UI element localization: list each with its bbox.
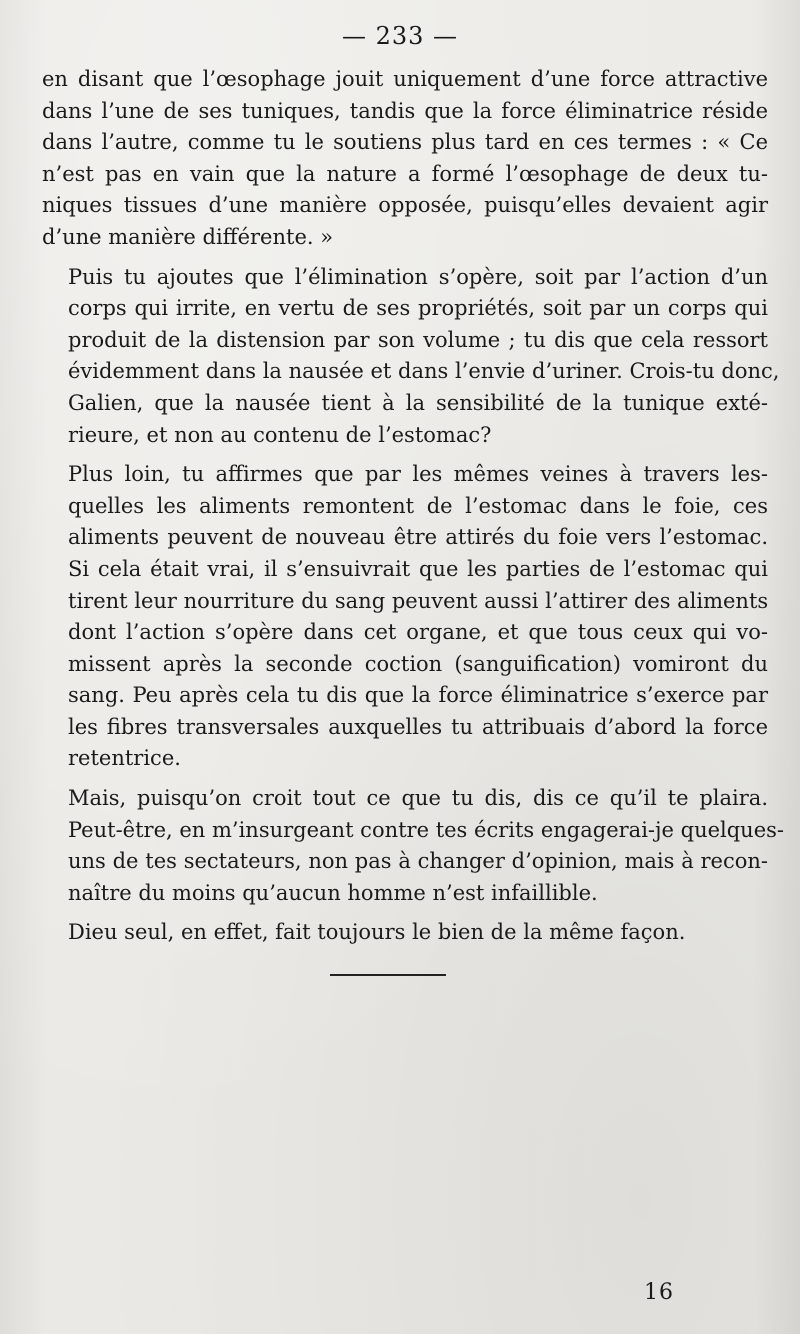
text-line: dans l’une de ses tuniques, tandis que la force éliminatrice réside [42,98,768,123]
paragraph [42,917,768,949]
page-number: — 233 — [341,22,459,50]
text-line: Si cela était vrai, il s’ensuivrait que les parties de l’estomac qui [68,556,768,581]
text-line: quelles les aliments remontent de l’estomac dans le foie, ces [68,493,768,518]
text-line: retentrice. [68,746,181,771]
text-line: Peut-être, en m’insurgeant contre tes écrits engagerai-je quelques- [68,817,784,842]
text-line: corps qui irrite, en vertu de ses propriétés, soit par un corps qui [68,296,768,321]
paragraph [42,64,768,254]
text-line: Puis tu ajoutes que l’élimination s’opère, soit par l’action d’un [68,264,768,289]
text-line: Dieu seul, en effet, fait toujours le bien de la même façon. [68,920,686,945]
text-line: Galien, que la nausée tient à la sensibilité de la tunique exté- [68,390,768,415]
text-line: missent après la seconde coction (sanguification) vomiront du [68,651,768,676]
text-line: sang. Peu après cela tu dis que la force éliminatrice s’exerce par [68,683,768,708]
text-line: uns de tes sectateurs, non pas à changer d’opinion, mais à recon- [68,849,768,874]
text-line: en disant que l’œsophage jouit uniquement d’une force attractive [42,67,768,91]
paragraph [42,262,780,452]
text-line: dans l’autre, comme tu le soutiens plus tard en ces termes : « Ce [42,130,768,155]
text-line: dont l’action s’opère dans cet organe, et que tous ceux qui vo- [68,620,768,645]
text-line: évidemment dans la nausée et dans l’envie d’uriner. Crois-tu donc, [68,359,780,384]
text-line: les fibres transversales auxquelles tu attribuais d’abord la force [68,714,768,739]
text-line: rieure, et non au contenu de l’estomac? [68,422,492,447]
text-line: tirent leur nourriture du sang peuvent aussi l’attirer des aliments [68,588,769,613]
paragraph [42,459,768,775]
text-line: Mais, puisqu’on croit tout ce que tu dis, dis ce qu’il te plaira. [68,786,768,811]
text-line: aliments peuvent de nouveau être attirés du foie vers l’estomac. [68,525,768,550]
text-line: produit de la distension par son volume ; tu dis que cela ressort [68,327,768,352]
body-text [42,64,784,957]
text-line: n’est pas en vain que la nature a formé l’œsophage de deux tu- [42,161,768,186]
text-line: naître du moins qu’aucun homme n’est infaillible. [68,880,598,905]
text-line: d’une manière différente. » [42,224,334,249]
paragraph [42,783,784,909]
section-divider [330,974,446,976]
text-line: Plus loin, tu affirmes que par les mêmes veines à travers les- [68,462,768,487]
signature-mark: 16 [644,1280,674,1305]
text-line: niques tissues d’une manière opposée, puisqu’elles devaient agir [42,193,768,218]
